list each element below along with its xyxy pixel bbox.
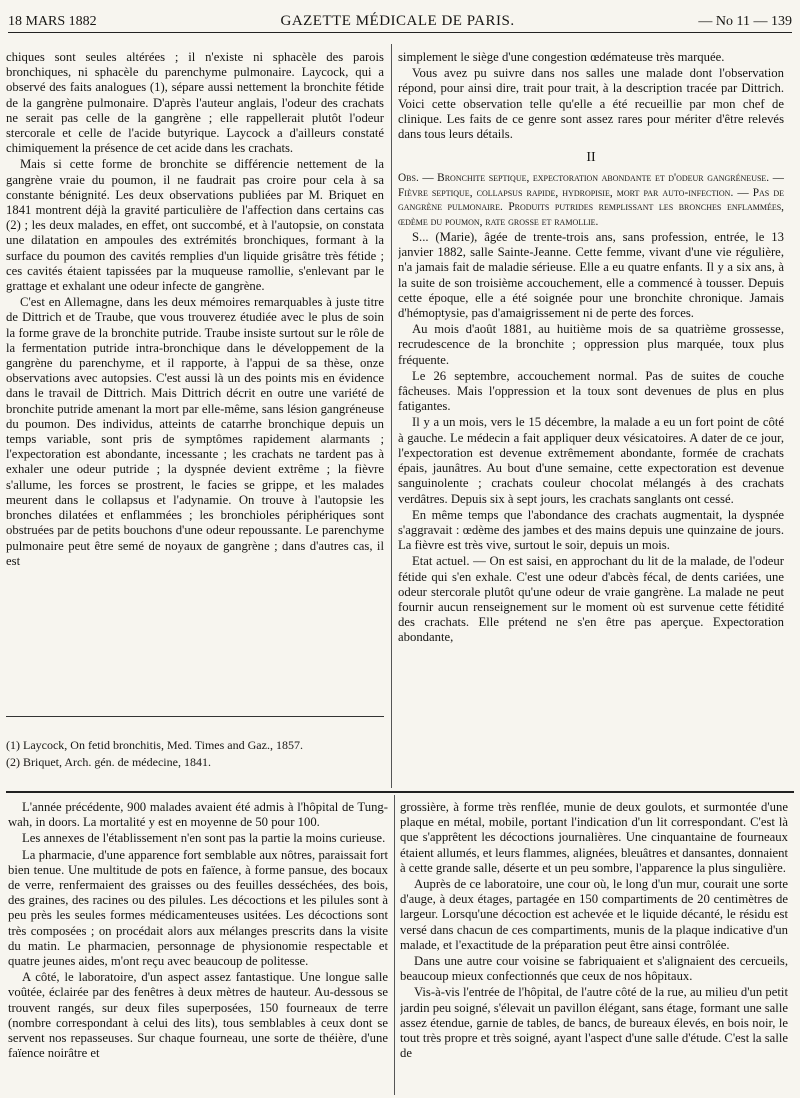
footnote-1: (1) Laycock, On fetid bronchitis, Med. Times and Gaz., 1857.	[6, 738, 303, 752]
paragraph: La pharmacie, d'une apparence fort semblable aux nôtres, paraissait fort bien tenue. Une multitude de pots en faïence, à forme pansue, des bocaux de verre, renfermaient des graisses ou des feuilles desséchées, des bois, des graines, des racines ou des pilules. Les décoctions et les pilules sont à peu près les seules formes médicamenteuses usitées. Les décoctions sont très composées ; on procédait alors aux mélanges prescrits dans la visite du matin. Le pharmacien, personnage de physionomie respectable et quatre jeunes aides, m'ont reçu avec beaucoup de politesse.	[8, 847, 388, 969]
paragraph: grossière, à forme très renflée, munie de deux goulots, et surmontée d'une plaque en métal, mobile, portant l'indication d'un lit correspondant. C'est là que s'apprêtent les décoctions journalières. Une cinquantaine de fourneaux étaient allumés, et leurs flammes, alignées, bleuâtres et dansantes, donnaient à cette grande salle, déserte et un peu sombre, l'apparence la plus singulière.	[400, 800, 788, 875]
paragraph: Vis-à-vis l'entrée de l'hôpital, de l'autre côté de la rue, au milieu d'un petit jardin peu soigné, s'élevait un pavillon élégant, sans étage, formant une salle assez étendue, garnie de tables, de bancs, de bureaux élevés, en bois noir, le tout très propre et très soigné, ayant l'aspect d'une salle d'étude. C'est la salle de	[400, 985, 788, 1061]
paragraph: Dans une autre cour voisine se fabriquaient et s'alignaient des cercueils, beaucoup mieux confectionnés que ceux de nos hôpitaux.	[400, 954, 788, 984]
paragraph: chiques sont seules altérées ; il n'existe ni sphacèle des parois bronchiques, ni sphacèle du parenchyme pulmonaire. Laycock, qui a observé des faits analogues (1), sépare aussi nettement la bronchite fétide de la gangrène pulmonaire. D'après l'auteur anglais, l'odeur des crachats ne serait pas celle de la gangrène ; elle rappellerait plutôt l'odeur stercorale et celle de l'acide butyrique. Laycock a d'ailleurs constaté chimiquement la présence de cet acide dans les crachats.	[6, 50, 384, 156]
column-divider-bottom	[394, 795, 395, 1095]
column-bottom-left	[8, 800, 388, 1096]
column-top-right	[398, 50, 784, 786]
paragraph: Les annexes de l'établissement n'en sont pas la partie la moins curieuse.	[22, 831, 386, 846]
footnotes	[6, 737, 384, 771]
paragraph: Le 26 septembre, accouchement normal. Pas de suites de couche fâcheuses. Mais l'oppression et la toux sont devenues de plus en plus fatigantes.	[398, 368, 784, 414]
paragraph: A côté, le laboratoire, d'un aspect assez fantastique. Une longue salle voûtée, éclairée par des fenêtres à deux mètres de hauteur. Au-dessous se trouvent rangés, sur deux files superposées, 150 fourneaux de terre (nombre correspondant à celui des lits), tous semblables à ceux dont se servent nos repasseuses. Sur chaque fourneau, une sorte de théière, d'une faïence noirâtre et	[8, 970, 388, 1061]
page-header	[8, 6, 792, 33]
paragraph: simplement le siège d'une congestion œdémateuse très marquée.	[398, 50, 725, 64]
paragraph: S... (Marie), âgée de trente-trois ans, sans profession, entrée, le 13 janvier 1882, salle Sainte-Jeanne. Cette femme, vivant d'une vie régulière, n'a jamais fait de maladie sérieuse. Elle a eu quatre enfants. Il y a six ans, à la suite de son troisième accouchement, elle a commencé à tousser. Depuis cette époque, elle a été soignée pour une bronchite chronique. Jamais d'hémoptysie, pas d'amaigrissement ni de perte des forces.	[398, 230, 784, 321]
paragraph: Mais si cette forme de bronchite se différencie nettement de la gangrène vraie du poumon, il ne faudrait pas croire pour cela à sa constante bénignité. Les deux observations publiées par M. Briquet en 1841 montrent déjà la gravité particulière de l'affection dans certains cas (2) ; les deux malades, en effet, ont succombé, et à l'autopsie, on constata une dilatation en ampoules des extrémités bronchiques, formant à la surface du poumon des cavités remplies d'un liquide grisâtre très fétide ; ces cavités étaient tapissées par la muqueuse ramollie, s'enlevant par le grattage et exhalant une odeur infecte de gangrène.	[6, 157, 384, 294]
paragraph: Au mois d'août 1881, au huitième mois de sa quatrième grossesse, recrudescence de la bronchite ; oppression plus marquée, toux plus fréquente.	[398, 322, 784, 367]
paragraph: L'année précédente, 900 malades avaient été admis à l'hôpital de Tung-wah, in doors. La mortalité y est en moyenne de 50 pour 100.	[8, 800, 388, 830]
section-heading: II	[586, 150, 596, 166]
paragraph: Etat actuel. — On est saisi, en approchant du lit de la malade, de l'odeur fétide qui s'en exhale. C'est une odeur d'abcès fécal, de dents cariées, une odeur stercorale plutôt qu'une odeur de vraie gangrène. La malade ne peut fournir aucun renseignement sur le moment où est survenue cette fétidité des crachats. Elle prétend ne s'en être pas aperçue. Expectoration abondante,	[398, 554, 784, 645]
footnote-2: (2) Briquet, Arch. gén. de médecine, 1841.	[6, 755, 211, 769]
header-page-number: — No 11 — 139	[698, 14, 792, 29]
section-divider	[6, 791, 794, 793]
column-top-left	[6, 50, 384, 710]
footnote-rule	[6, 716, 384, 717]
paragraph: Il y a un mois, vers le 15 décembre, la malade a eu un fort point de côté à gauche. Le médecin a fait appliquer deux vésicatoires. A dater de ce jour, l'expectoration est devenue extrêmement abondante, formée de crachats épais, jaunâtres. Au bout d'une semaine, cette expectoration est devenue sanguinolente ; crachats couleur chocolat mélangés à des crachats verdâtres. Depuis six à sept jours, les crachats sanglants ont cessé.	[398, 415, 784, 506]
paragraph: Auprès de ce laboratoire, une cour où, le long d'un mur, courait une sorte d'auge, à deux étages, partagée en 150 compartiments de 20 centimètres de largeur. Lorsqu'une décoction est achevée et le liquide décanté, le résidu est versé dans chacun de ces compartiments, munis de la plaque indicative d'un malade, et l'exactitude de la préparation peut être ainsi contrôlée.	[400, 877, 788, 952]
column-bottom-right	[400, 800, 788, 1096]
column-divider	[391, 44, 392, 788]
observation-heading: Obs. — Bronchite septique, expectoration abondante et d'odeur gangréneuse. — Fièvre septique, collapsus rapide, hydropisie, mort par auto-infection. — Pas de gangrène pulmonaire. Produits putrides remplissant les bronches enflammées, œdème du poumon, rate grosse et ramollie.	[398, 172, 784, 228]
paragraph: C'est en Allemagne, dans les deux mémoires remarquables à juste titre de Dittrich et de Traube, que vous trouverez étudiée avec le plus de soin la forme grave de la bronchite putride. Traube insiste surtout sur le rôle de la fermentation putride intra-bronchique dans le développement de la gangrène du parenchyme, et il rapporte, à l'appui de sa thèse, onze observations avec autopsies. C'est aussi là un des points mis en évidence dans le travail de Dittrich. Mais Dittrich décrit en outre une variété de bronchite putride amenant la mort par elle-même, sans lésion gangréneuse du poumon. Des individus, atteints de catarrhe bronchique depuis un temps variable, sont pris de symptômes rapidement alarmants ; l'expectoration est abondante, incessante ; les crachats ne tardent pas à exhaler une odeur putride ; la dyspnée devient extrême ; la fièvre s'allume, les forces se prostrent, le facies se grippe, et les malades meurent dans le collapsus et l'adynamie. On trouve à l'autopsie les bronches dilatées et enflammées ; les bronchioles périphériques sont obstruées par de petits bouchons d'une odeur repoussante. Le parenchyme pulmonaire peut être semé de noyaux de gangrène ; dans d'autres cas, il est	[6, 295, 384, 568]
header-title: GAZETTE MÉDICALE DE PARIS.	[280, 13, 515, 29]
paragraph: En même temps que l'abondance des crachats augmentait, la dyspnée s'aggravait : œdème des jambes et des mains depuis une quinzaine de jours. La fièvre est très vive, surtout le soir, depuis un mois.	[398, 507, 784, 553]
header-date: 18 MARS 1882	[8, 14, 97, 29]
paragraph: Vous avez pu suivre dans nos salles une malade dont l'observation répond, pour ainsi dire, trait pour trait, à la description tracée par Dittrich. Voici cette observation telle qu'elle a été recueillie par mon chef de clinique. Les faits de ce genre sont assez rares pour mériter d'être relevés dans tous leurs détails.	[398, 66, 784, 142]
